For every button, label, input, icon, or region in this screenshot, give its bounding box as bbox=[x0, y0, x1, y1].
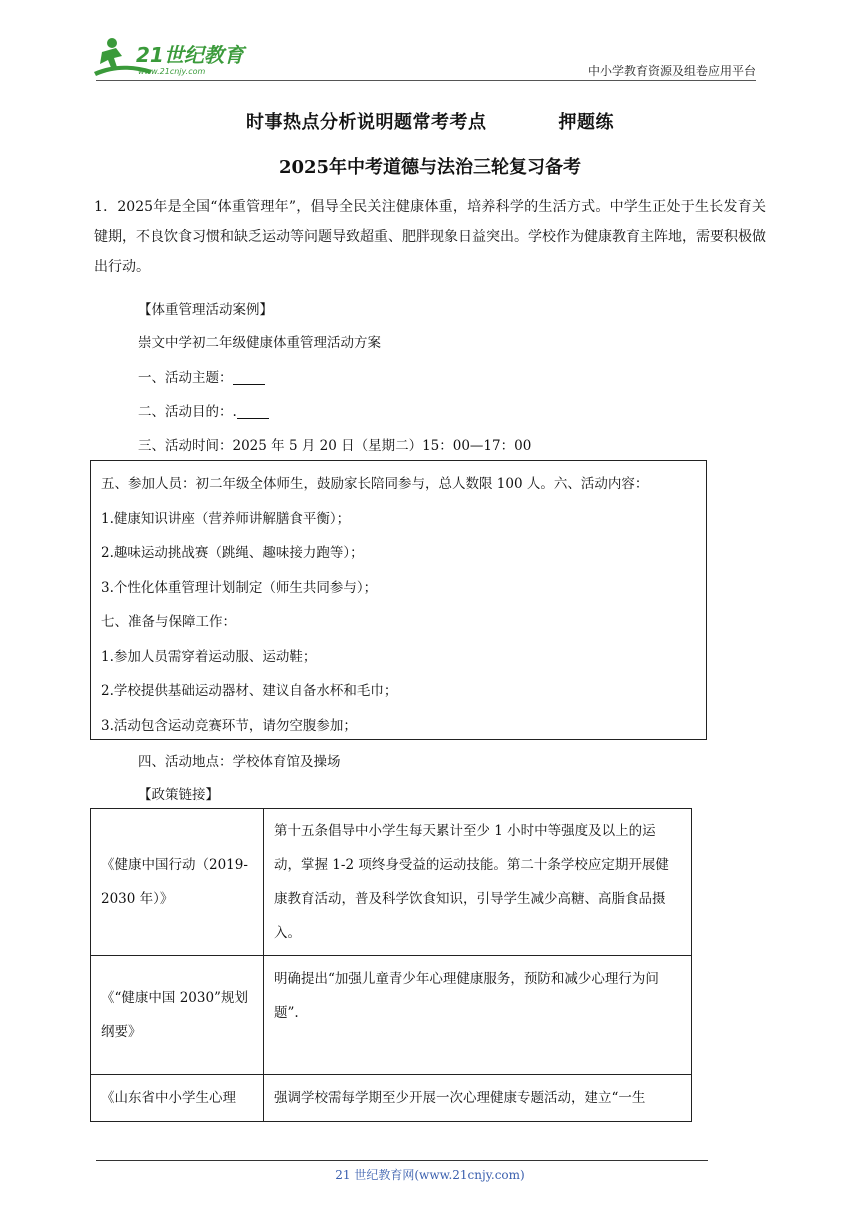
box-line: 2.趣味运动挑战赛（跳绳、趣味接力跑等）； bbox=[101, 545, 364, 561]
policy-heading: 【政策链接】 bbox=[138, 787, 219, 803]
box-line: 1.参加人员需穿着运动服、运动鞋； bbox=[101, 648, 317, 665]
policy-desc: 明确提出“加强儿童青少年心理健康服务，预防和减少心理行为问题”. bbox=[264, 956, 692, 1075]
footer-divider bbox=[96, 1160, 708, 1161]
box-line: 3.活动包含运动竞赛环节，请勿空腹参加； bbox=[101, 717, 357, 734]
document-title bbox=[0, 108, 860, 134]
policy-law: 《山东省中小学生心理 bbox=[91, 1075, 264, 1122]
box-line: 五、参加人员：初二年级全体师生，鼓励家长陪同参与，总人数限 100 人。六、活动内容： bbox=[101, 476, 649, 492]
box-line: 3.个性化体重管理计划制定（师生共同参与）； bbox=[101, 579, 378, 596]
site-logo bbox=[92, 34, 262, 78]
table-row bbox=[91, 1075, 692, 1122]
table-row bbox=[91, 956, 692, 1075]
platform-name: 中小学教育资源及组卷应用平台 bbox=[587, 64, 756, 78]
theme-answer-blank bbox=[233, 370, 265, 385]
policy-desc: 强调学校需每学期至少开展一次心理健康专题活动，建立“一生 bbox=[264, 1075, 692, 1122]
logo-text: 21世纪教育 bbox=[136, 43, 244, 67]
title-right: 押题练 bbox=[558, 112, 614, 133]
purpose-answer-blank bbox=[237, 404, 269, 419]
case-heading: 【体重管理活动案例】 bbox=[138, 302, 273, 318]
plan-details-box bbox=[90, 460, 707, 740]
plan-title: 崇文中学初二年级健康体重管理活动方案 bbox=[138, 335, 381, 351]
title-left: 时事热点分析说明题常考考点 bbox=[246, 112, 487, 133]
policy-table bbox=[90, 808, 692, 1122]
table-row bbox=[91, 809, 692, 956]
plan-item-purpose-label: 二、活动目的：. bbox=[138, 404, 237, 420]
policy-law: 《“健康中国 2030”规划纲要》 bbox=[91, 956, 264, 1075]
policy-law: 《健康中国行动（2019-2030 年）》 bbox=[91, 809, 264, 956]
footer-link[interactable]: 21 世纪教育网(www.21cnjy.com) bbox=[335, 1168, 525, 1182]
plan-item-location: 四、活动地点：学校体育馆及操场 bbox=[138, 754, 341, 770]
plan-item-time: 三、活动时间：2025 年 5 月 20 日（星期二）15：00—17：00 bbox=[138, 438, 532, 454]
policy-desc: 第十五条倡导中小学生每天累计至少 1 小时中等强度及以上的运动，掌握 1-2 项终身受益的运动技能。第二十条学校应定期开展健康教育活动，普及科学饮食知识，引导学生减少高糖、高脂食品摄入。 bbox=[264, 809, 692, 956]
box-line: 2.学校提供基础运动器材、建议自备水杯和毛巾； bbox=[101, 683, 398, 699]
header-divider bbox=[96, 80, 756, 81]
logo-url: www.21cnjy.com bbox=[138, 67, 206, 76]
plan-item-theme bbox=[138, 366, 265, 386]
plan-item-purpose bbox=[138, 400, 269, 420]
question-text: 1．2025年是全国“体重管理年”，倡导全民关注健康体重，培养科学的生活方式。中学生正处于生长发育关键期，不良饮食习惯和缺乏运动等问题导致超重、肥胖现象日益突出。学校作为健康教育主阵地，需要积极做出行动。 bbox=[94, 199, 766, 275]
box-line: 七、准备与保障工作： bbox=[101, 614, 236, 630]
box-line: 1.健康知识讲座（营养师讲解膳食平衡）； bbox=[101, 510, 351, 527]
plan-item-theme-label: 一、活动主题： bbox=[138, 370, 233, 386]
document-subtitle: 2025年中考道德与法治三轮复习备考 bbox=[278, 157, 582, 178]
